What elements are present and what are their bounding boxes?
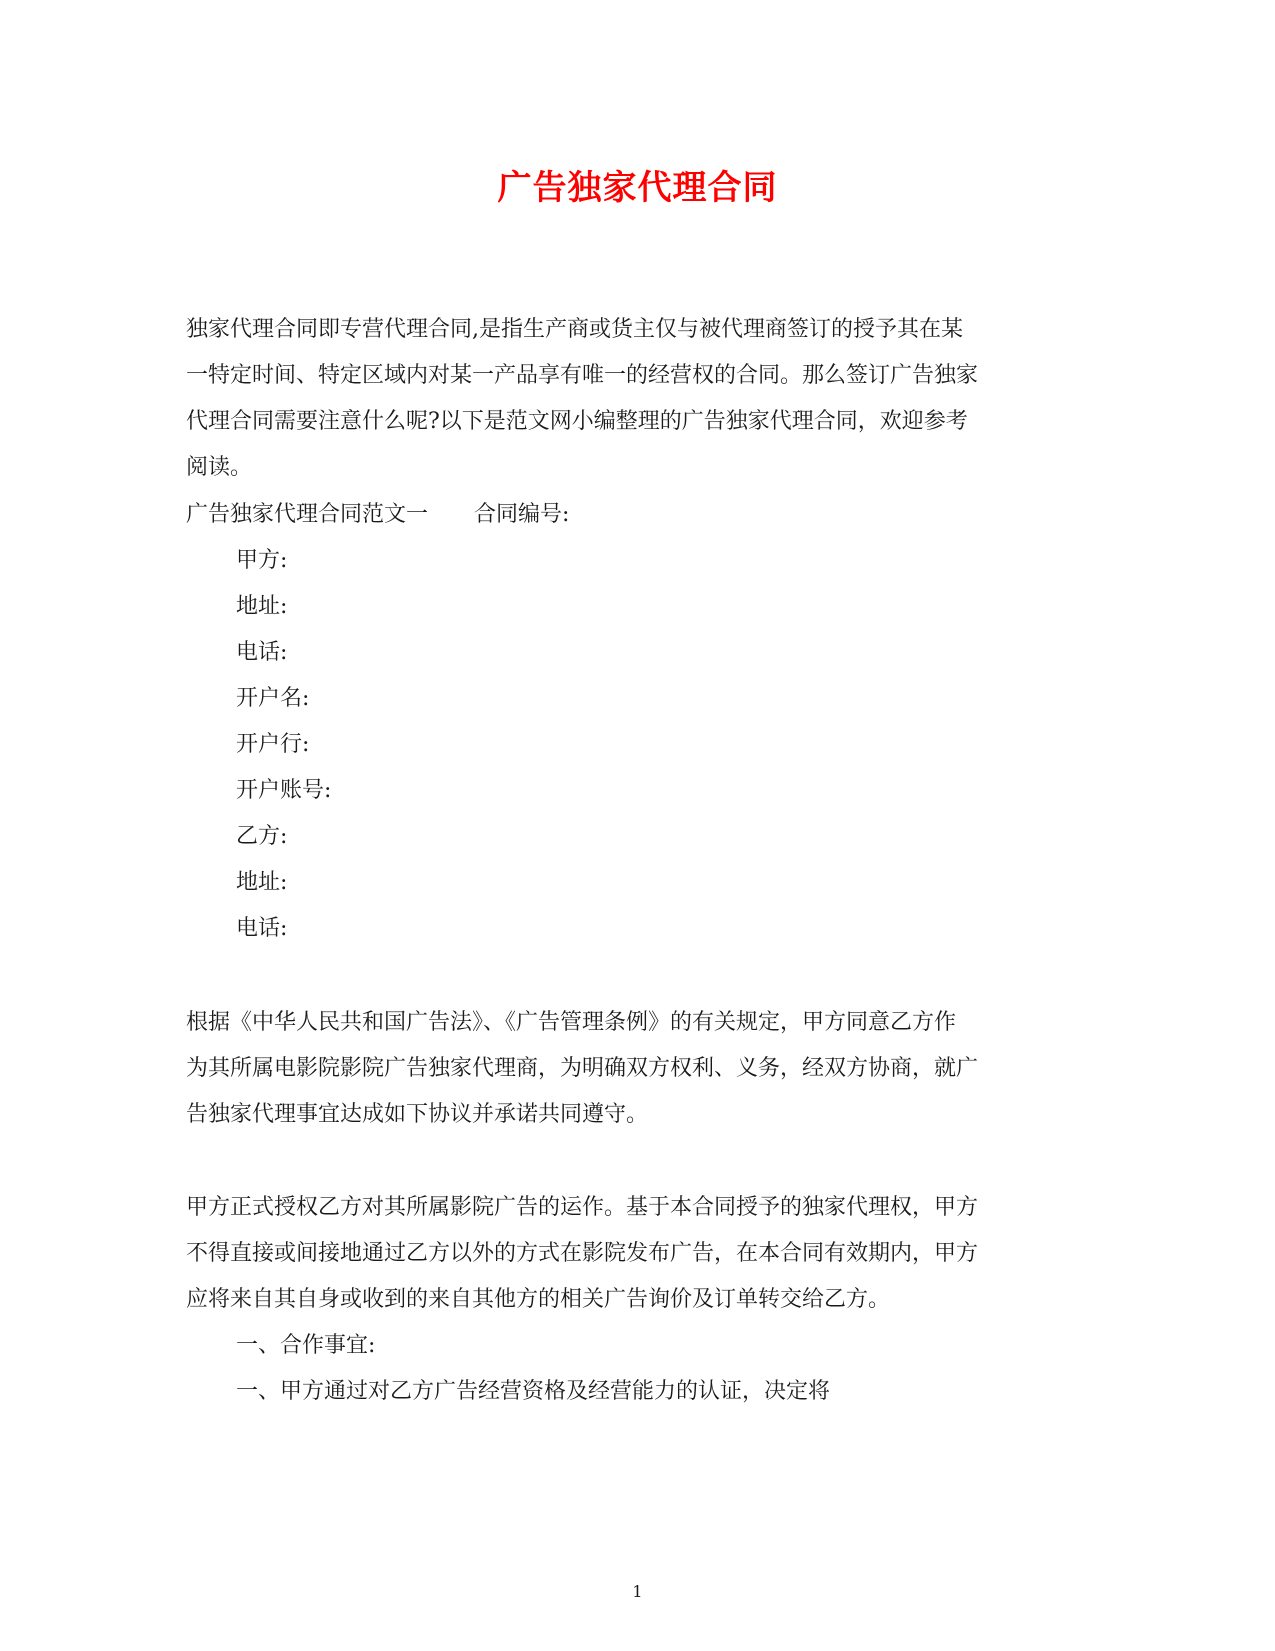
party-field: 地址: (236, 870, 288, 895)
intro-line: 阅读。 (186, 455, 253, 480)
party-field: 地址: (236, 594, 288, 619)
intro-line: 一特定时间、特定区域内对某一产品享有唯一的经营权的合同。那么签订广告独家 (186, 363, 979, 388)
party-field: 乙方: (236, 824, 288, 849)
party-field: 开户名: (236, 686, 310, 711)
party-field: 开户账号: (236, 778, 332, 803)
paragraph-line: 为其所属电影院影院广告独家代理商，为明确双方权利、义务，经双方协商，就广 (186, 1056, 979, 1081)
section-item: 一、甲方通过对乙方广告经营资格及经营能力的认证，决定将 (236, 1379, 831, 1404)
intro-line: 代理合同需要注意什么呢?以下是范文网小编整理的广告独家代理合同，欢迎参考 (186, 409, 968, 434)
paragraph-line: 告独家代理事宜达成如下协议并承诺共同遵守。 (186, 1102, 649, 1127)
paragraph-line: 不得直接或间接地通过乙方以外的方式在影院发布广告，在本合同有效期内，甲方 (186, 1241, 979, 1266)
paragraph-line: 甲方正式授权乙方对其所属影院广告的运作。基于本合同授予的独家代理权，甲方 (186, 1195, 979, 1220)
sample-heading-row (186, 501, 569, 529)
document-title: 广告独家代理合同 (497, 168, 778, 208)
paragraph-line: 应将来自其自身或收到的来自其他方的相关广告询价及订单转交给乙方。 (186, 1287, 891, 1312)
party-field: 甲方: (236, 548, 288, 573)
contract-number-label: 合同编号: (474, 502, 570, 527)
party-field: 电话: (236, 916, 288, 941)
party-field: 电话: (236, 640, 288, 665)
party-field: 开户行: (236, 732, 310, 757)
section-heading: 一、合作事宜: (236, 1333, 376, 1358)
sample-heading: 广告独家代理合同范文一 (186, 502, 429, 527)
page-number: 1 (632, 1582, 643, 1601)
paragraph-line: 根据《中华人民共和国广告法》、《广告管理条例》的有关规定，甲方同意乙方作 (186, 1010, 957, 1035)
intro-line: 独家代理合同即专营代理合同,是指生产商或货主仅与被代理商签订的授予其在某 (186, 317, 963, 342)
